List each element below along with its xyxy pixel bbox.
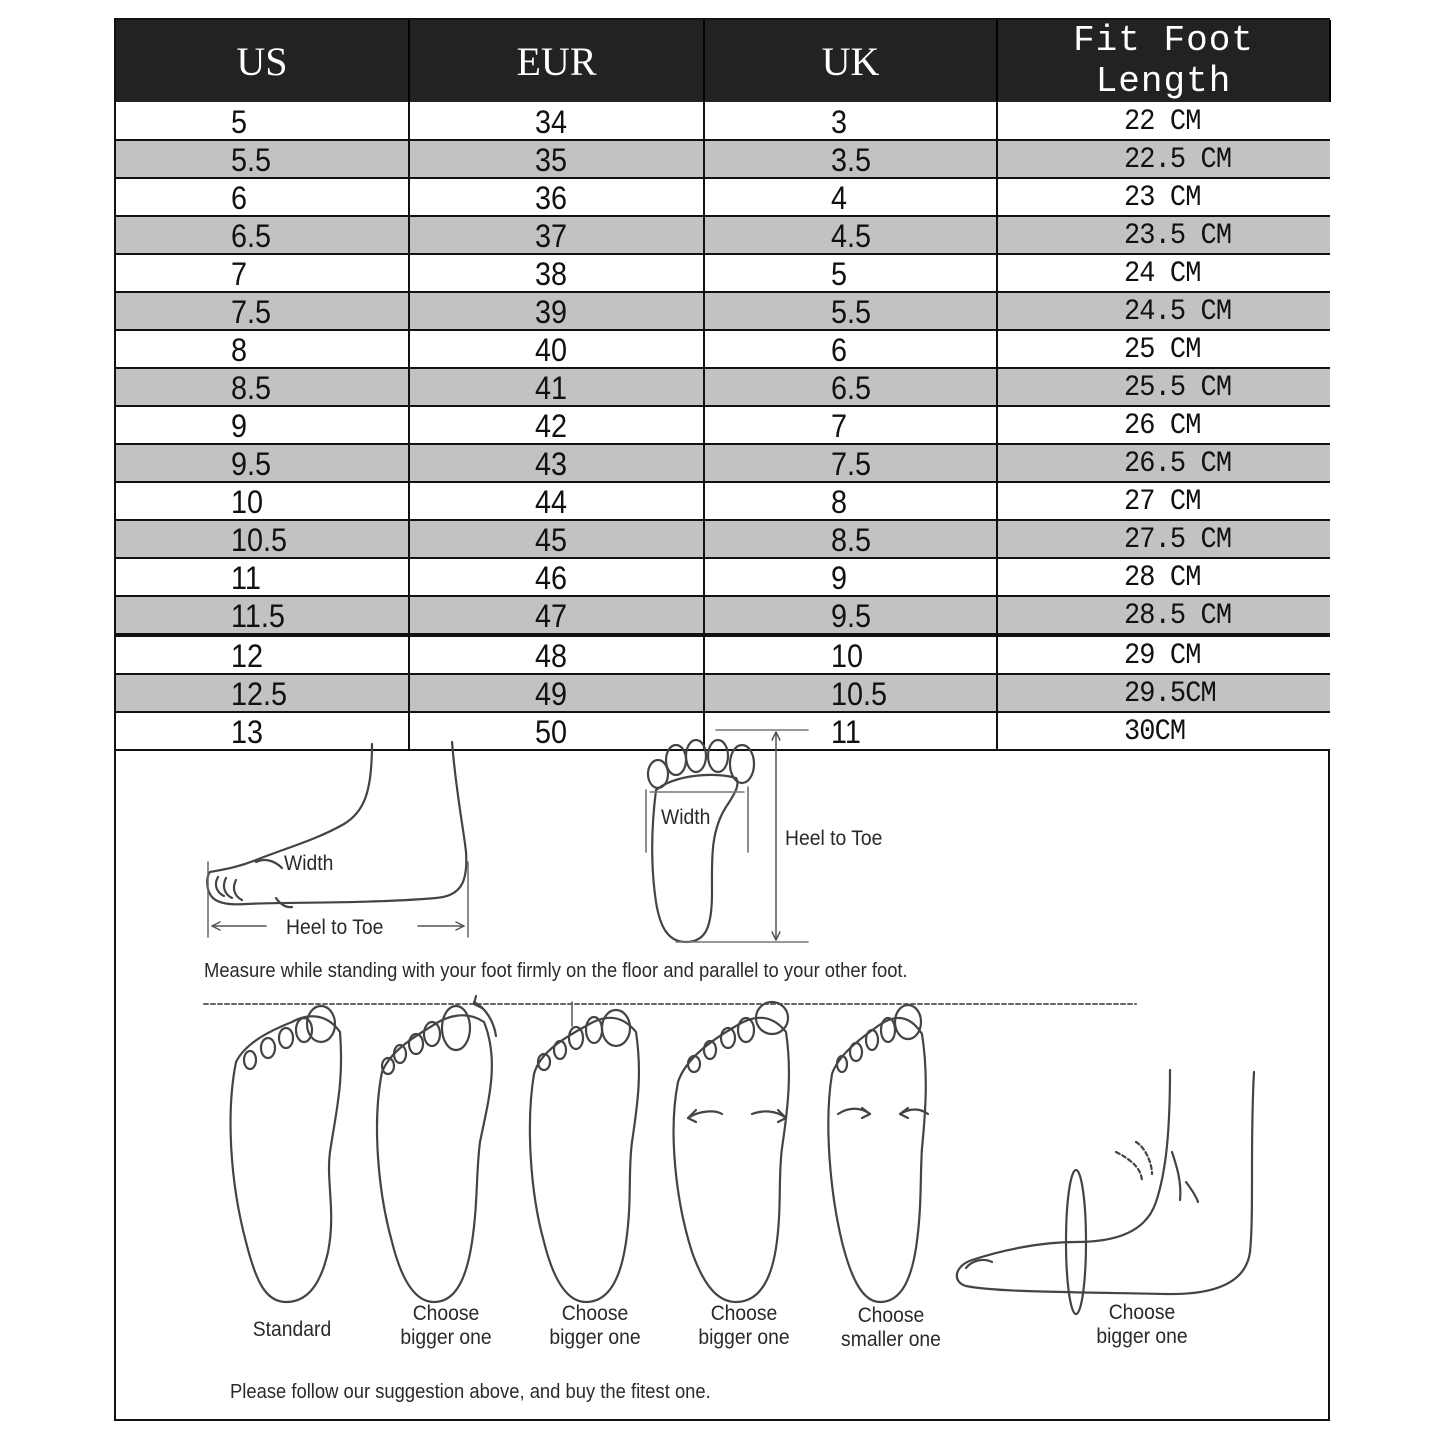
cell-uk: 11 xyxy=(704,712,997,750)
cell-us: 8.5 xyxy=(116,368,409,406)
cell-eur: 45 xyxy=(409,520,704,558)
cell-fit-foot-length: 23 CM xyxy=(997,178,1330,216)
cell-us: 9.5 xyxy=(116,444,409,482)
cell-us: 6.5 xyxy=(116,216,409,254)
cell-us: 6 xyxy=(116,178,409,216)
cell-eur: 49 xyxy=(409,674,704,712)
cell-us: 11 xyxy=(116,558,409,596)
cell-eur: 35 xyxy=(409,140,704,178)
table-row xyxy=(116,254,1330,292)
measurement-guide xyxy=(116,712,1330,1421)
cell-fit-foot-length: 28 CM xyxy=(997,558,1330,596)
cell-uk: 3.5 xyxy=(704,140,997,178)
foot-type-label-standard: Standard xyxy=(252,1318,332,1341)
foot-type-narrow-illustration xyxy=(828,1005,928,1302)
cell-eur: 40 xyxy=(409,330,704,368)
table-row xyxy=(116,635,1330,674)
cell-uk: 8 xyxy=(704,482,997,520)
cell-fit-foot-length: 27.5 CM xyxy=(997,520,1330,558)
header-eur: EUR xyxy=(409,20,704,102)
cell-us: 10 xyxy=(116,482,409,520)
cell-fit-foot-length: 22 CM xyxy=(997,102,1330,140)
side-view-heel-to-toe-label: Heel to Toe xyxy=(286,916,384,939)
cell-uk: 9.5 xyxy=(704,596,997,635)
cell-eur: 42 xyxy=(409,406,704,444)
cell-us: 9 xyxy=(116,406,409,444)
foot-type-label-2: Choose bigger one xyxy=(400,1302,492,1349)
foot-type-long-big-toe-illustration xyxy=(377,996,496,1302)
cell-us: 8 xyxy=(116,330,409,368)
cell-fit-foot-length: 23.5 CM xyxy=(997,216,1330,254)
foot-type-label-3: Choose bigger one xyxy=(549,1302,641,1349)
cell-us: 13 xyxy=(116,712,409,750)
header-uk: UK xyxy=(704,20,997,102)
cell-fit-foot-length: 28.5 CM xyxy=(997,596,1330,635)
table-row xyxy=(116,102,1330,140)
header-us: US xyxy=(116,20,409,102)
cell-us: 11.5 xyxy=(116,596,409,635)
size-chart-table xyxy=(116,20,1331,751)
top-view-heel-to-toe-label: Heel to Toe xyxy=(785,827,883,850)
foot-type-label-5: Choose smaller one xyxy=(841,1304,941,1351)
cell-eur: 34 xyxy=(409,102,704,140)
cell-us: 7.5 xyxy=(116,292,409,330)
cell-eur: 47 xyxy=(409,596,704,635)
table-row xyxy=(116,482,1330,520)
cell-uk: 4 xyxy=(704,178,997,216)
foot-type-standard-illustration xyxy=(231,1006,342,1302)
foot-type-tall-toes-illustration xyxy=(530,1002,639,1302)
side-view-width-label: Width xyxy=(284,852,334,875)
table-row xyxy=(116,406,1330,444)
cell-us: 5.5 xyxy=(116,140,409,178)
cell-uk: 10 xyxy=(704,635,997,674)
table-row xyxy=(116,674,1330,712)
cell-eur: 50 xyxy=(409,712,704,750)
cell-eur: 38 xyxy=(409,254,704,292)
cell-us: 12.5 xyxy=(116,674,409,712)
header-fit-foot-length: Fit Foot Length xyxy=(997,20,1330,102)
cell-eur: 39 xyxy=(409,292,704,330)
cell-eur: 46 xyxy=(409,558,704,596)
cell-us: 5 xyxy=(116,102,409,140)
cell-eur: 43 xyxy=(409,444,704,482)
table-row xyxy=(116,292,1330,330)
cell-uk: 7.5 xyxy=(704,444,997,482)
measure-instruction: Measure while standing with your foot firmly on the floor and parallel to your other foot. xyxy=(204,960,908,982)
cell-fit-foot-length: 24.5 CM xyxy=(997,292,1330,330)
cell-eur: 36 xyxy=(409,178,704,216)
table-row xyxy=(116,178,1330,216)
cell-uk: 9 xyxy=(704,558,997,596)
table-row xyxy=(116,140,1330,178)
cell-uk: 8.5 xyxy=(704,520,997,558)
cell-eur: 48 xyxy=(409,635,704,674)
size-chart-card xyxy=(114,18,1330,1421)
table-header-row xyxy=(116,20,1330,102)
table-row xyxy=(116,368,1330,406)
cell-fit-foot-length: 29 CM xyxy=(997,635,1330,674)
top-view-foot-illustration xyxy=(646,730,808,942)
cell-uk: 7 xyxy=(704,406,997,444)
table-row xyxy=(116,330,1330,368)
table-row xyxy=(116,216,1330,254)
cell-us: 7 xyxy=(116,254,409,292)
table-row xyxy=(116,596,1330,635)
cell-us: 10.5 xyxy=(116,520,409,558)
cell-uk: 5 xyxy=(704,254,997,292)
cell-fit-foot-length: 29.5CM xyxy=(997,674,1330,712)
cell-fit-foot-length: 30CM xyxy=(997,712,1330,750)
cell-eur: 41 xyxy=(409,368,704,406)
cell-fit-foot-length: 25 CM xyxy=(997,330,1330,368)
cell-uk: 4.5 xyxy=(704,216,997,254)
foot-type-label-4: Choose bigger one xyxy=(698,1302,790,1349)
cell-uk: 5.5 xyxy=(704,292,997,330)
cell-uk: 6.5 xyxy=(704,368,997,406)
cell-fit-foot-length: 26 CM xyxy=(997,406,1330,444)
table-row xyxy=(116,558,1330,596)
foot-type-label-6: Choose bigger one xyxy=(1096,1301,1188,1348)
cell-fit-foot-length: 25.5 CM xyxy=(997,368,1330,406)
cell-us: 12 xyxy=(116,635,409,674)
footer-note: Please follow our suggestion above, and buy the fitest one. xyxy=(230,1381,711,1403)
cell-uk: 3 xyxy=(704,102,997,140)
side-view-foot-illustration xyxy=(207,742,468,937)
table-row xyxy=(116,444,1330,482)
cell-eur: 44 xyxy=(409,482,704,520)
cell-fit-foot-length: 24 CM xyxy=(997,254,1330,292)
cell-eur: 37 xyxy=(409,216,704,254)
cell-fit-foot-length: 22.5 CM xyxy=(997,140,1330,178)
cell-uk: 10.5 xyxy=(704,674,997,712)
foot-type-wide-illustration xyxy=(674,1002,789,1302)
cell-fit-foot-length: 27 CM xyxy=(997,482,1330,520)
table-row xyxy=(116,520,1330,558)
cell-uk: 6 xyxy=(704,330,997,368)
top-view-width-label: Width xyxy=(661,806,711,829)
cell-fit-foot-length: 26.5 CM xyxy=(997,444,1330,482)
foot-type-high-instep-illustration xyxy=(957,1070,1254,1314)
